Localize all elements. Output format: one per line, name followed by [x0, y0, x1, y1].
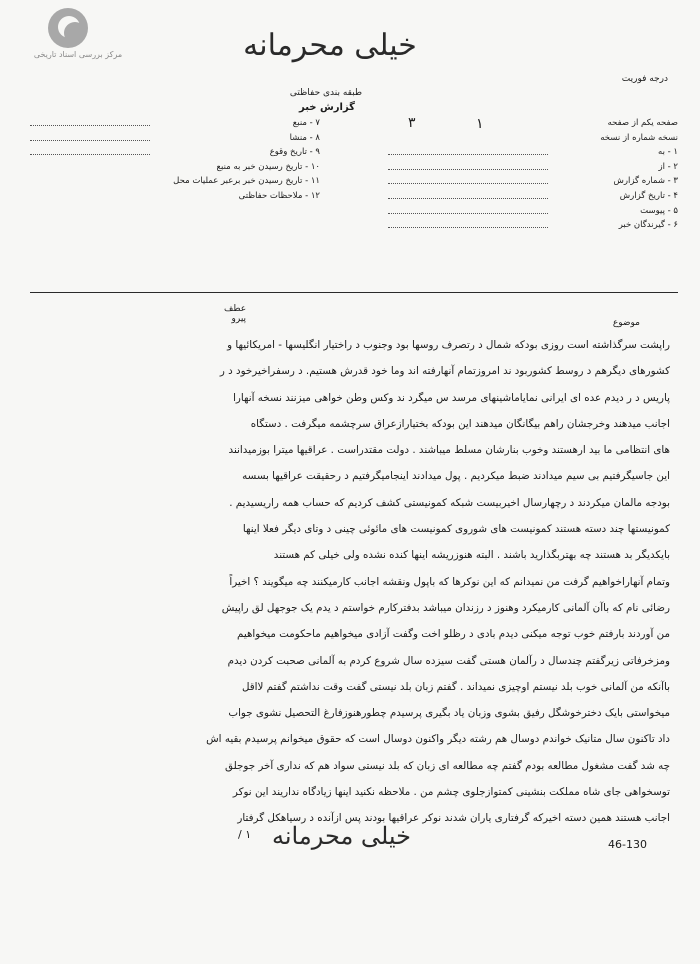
body-line: راپشت سرگذاشته است روزی بودکه شمال د رتصرف روسها بود وجنوب د راختیار انگلیسها - امریکائیها و [227, 339, 670, 351]
form-row [30, 176, 320, 191]
body-line: بایکدیگر بد هستند چه بهتربگذارید باشند . البته هنوزریشه اینها کنده نشده ولی خیلی کم هستند [273, 549, 670, 562]
form-row [30, 162, 320, 177]
bottom-secret-stamp: خیلی محرمانه [272, 822, 411, 850]
logo-emblem-icon [48, 8, 88, 48]
form-label: ۱۲ - ملاحظات حفاظتی [238, 190, 320, 201]
form-label: ۶ - گیرندگان خبر [618, 220, 678, 231]
form-label: ۵ - پیوست [640, 205, 678, 216]
body-line: کمونیستها چند دسته هستند کمونیست های شوروی کمونیست های مائوئی چینی د وتای دیگر فعلا اینها [242, 523, 670, 536]
reference-annotation [224, 304, 246, 324]
body-line: چه شد گفت مشغول مطالعه بودم گفتم چه مطالعه ای زبان که بلد نیستی سواد هم که نداری آخر جوجلق [225, 759, 670, 772]
form-fields-right [388, 115, 678, 235]
dotted-line [388, 183, 548, 184]
form-row [30, 191, 320, 206]
report-body [22, 332, 670, 832]
followup-label: پیرو [231, 314, 247, 324]
dotted-line [388, 227, 548, 228]
form-row [388, 206, 678, 221]
form-row [388, 115, 678, 133]
dotted-line [388, 198, 548, 199]
form-row [30, 133, 320, 148]
dotted-line [30, 154, 150, 155]
subject-label: موضوع [612, 318, 640, 328]
form-label: صفحه یکم از صفحه [607, 118, 678, 128]
form-label: ۳ - شماره گزارش [613, 176, 678, 187]
dotted-line [30, 125, 150, 126]
form-label: ۱۰ - تاریخ رسیدن خبر به منبع [216, 161, 320, 172]
form-row [388, 220, 678, 235]
reference-label: عطف [224, 304, 247, 314]
form-label: ۲ - از [658, 161, 678, 172]
body-line: اجانب هستند همین دسته اخیرکه گرفتاری یاران شدند نوکر عراقیها بودند پس ازآنده د رسیاهکل گرفتار [237, 812, 670, 825]
form-row [388, 133, 678, 148]
handwritten-total: ۳ [408, 115, 416, 131]
body-line: من آوردند بارفتم خوب توجه میکنی دیدم بادی د رظلو اخت وگفت آزادی میخواهیم ماحکومت میخواهیم [237, 628, 670, 641]
form-row [30, 147, 320, 162]
body-line: اجانب میدهند وخرجشان راهم بیگانگان میدهند این بودکه بختیارازعراق سرچشمه میگرفت . دستگاه [250, 417, 670, 430]
logo-caption: مرکز بررسی اسناد تاریخی [33, 50, 123, 59]
form-row [388, 176, 678, 191]
report-title: گزارش خبر [298, 102, 355, 113]
form-row [388, 191, 678, 206]
body-line: این جاسیگرفتیم بی سیم میدادند ضبط میکردیم . پول میدادند اینجامیگرفتیم د رحقیقت عراقیها بسسه [242, 470, 670, 483]
form-label: ۹ - تاریخ وقوع [269, 147, 320, 158]
body-line: بودجه مالمان میکردند د رچهارسال اخیربیست شبکه کمونیستی کشف کردیم که حساب همه راریسیدیم . [229, 496, 670, 509]
body-line: رضائی نام که باآن آلمانی کارمیکرد وهنوز د رزندان میباشد بدفترکارم خواستم د یدم یک جوجهل لق راپیش [221, 601, 670, 614]
form-label: ۴ - تاریخ گزارش [619, 190, 678, 201]
form-fields-left [30, 118, 320, 206]
body-line: داد تاکنون سال متانیک خواندم دوسال هم رشته دیگر واکنون دوسال است که حقوق میخوانم پرسیدم بقیه اش [206, 733, 670, 746]
body-line: های انتظامی ما بید ارهستند وخوب بنارشان مسلط میباشند . دولت مقتدراست . عراقیها میترا بوزمیدانند [228, 444, 670, 457]
handwritten-page: ۱ [476, 116, 484, 132]
body-line: باآنکه من آلمانی خوب بلد نیستم اوچیزی نمیداند . گفتم زبان بلد نیستی گفت وقت نداشتم گفتم لااقل [241, 680, 670, 693]
divider-line [30, 292, 678, 293]
dotted-line [388, 169, 548, 170]
archive-page-code: 46-130 [608, 838, 647, 851]
form-label: ۸ - منشا [289, 132, 320, 143]
archive-logo [8, 8, 148, 68]
body-line: میخواستی بایک دخترخوشگل رفیق بشوی وزبان یاد بگیری پرسیدم چطورهنوزفارغ التحصیل نشوی جواب [228, 707, 670, 720]
form-label: ۷ - منبع [292, 118, 320, 128]
priority-label: درجه فوریت [621, 74, 668, 84]
dotted-line [388, 213, 548, 214]
classification-label: طبقه بندی حفاظتی [289, 88, 363, 98]
form-label: نسخه شماره از نسخه [600, 132, 678, 143]
body-line: کشورهای دیگرهم د روسط کشوربود ند امروزتمام آنهارفته اند وما خود قدرش هستیم. د رسفراخیرخود د ر [219, 365, 670, 378]
body-line: ومزخرفاتی زیرگفتم چندسال د رآلمان هستی گفت سیزده سال شروع کردم به آلمانی صحبت کردن دیدم [227, 654, 670, 667]
body-line: پاریس د ر دیدم عده ای ایرانی نمایاماشینهای مرسد س میگرد ند وکس وطن خواهی میزنند نسخه آنهارا [233, 391, 670, 404]
body-line: توسخواهی جای شاه مملکت بنشینی کمتوازجلوی چشم من . ملاحظه نکنید اینها زیادگاه نداریند این نوکر [232, 786, 670, 799]
body-line: وتمام آنهاراخواهیم گرفت من نمیدانم که این نوکرها که باپول ونقشه اجانب کارمیکنند چه میگویند ؟ اخیراً [229, 575, 670, 588]
top-secret-stamp: خیلی محرمانه [243, 28, 417, 63]
form-label: ۱۱ - تاریخ رسیدن خبر برعبر عملیات محل [173, 176, 320, 187]
form-row [388, 147, 678, 162]
dotted-line [388, 154, 548, 155]
dotted-line [30, 140, 150, 141]
form-row [388, 162, 678, 177]
footer-mark: / ۱ [238, 828, 252, 841]
form-row [30, 118, 320, 133]
form-label: ۱ - به [658, 147, 678, 158]
